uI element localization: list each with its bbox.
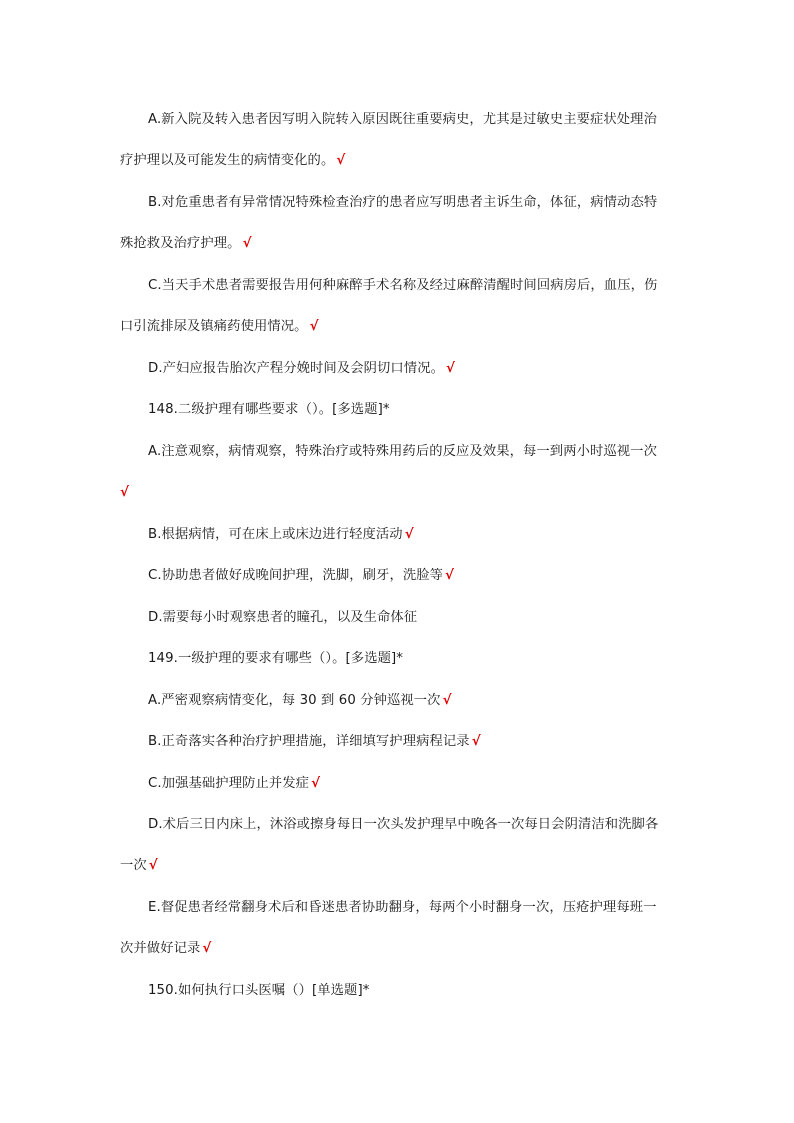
option-149-c: C.加强基础护理防止并发症 √ (148, 776, 321, 791)
check-mark-icon: √ (404, 527, 414, 542)
check-mark-icon: √ (442, 693, 452, 708)
check-mark-icon: √ (311, 776, 321, 791)
option-147-b-line1: B.对危重患者有异常情况特殊检查治疗的患者应写明患者主诉生命，体征，病情动态特 (148, 195, 658, 210)
option-148-a-line2 (120, 483, 676, 503)
check-mark-icon: √ (445, 568, 455, 583)
question-148: 148.二级护理有哪些要求（）。[多选题]* (148, 402, 390, 417)
check-mark-icon: √ (242, 236, 252, 251)
option-147-c-line1: C.当天手术患者需要报告用何种麻醉手术名称及经过麻醉清醒时间回病房后，血压，伤 (148, 278, 658, 293)
check-mark-icon: √ (336, 153, 346, 168)
option-149-b: B.正奇落实各种治疗护理措施，详细填写护理病程记录 √ (148, 734, 481, 749)
option-149-d-line2: 一次 √ (120, 858, 158, 873)
option-147-a-line1: A.新入院及转入患者因写明入院转入原因既往重要病史，尤其是过敏史主要症状处理治 (148, 112, 657, 127)
question-149: 149.一级护理的要求有哪些（）。[多选题]* (148, 651, 404, 666)
option-148-b: B.根据病情，可在床上或床边进行轻度活动 √ (148, 527, 414, 542)
option-149-e-line2: 次并做好记录 √ (120, 941, 212, 956)
option-147-d: D.产妇应报告胎次产程分娩时间及会阴切口情况。 √ (148, 361, 455, 376)
option-148-d: D.需要每小时观察患者的瞳孔，以及生命体征 (148, 610, 418, 625)
option-149-a: A.严密观察病情变化，每 30 到 60 分钟巡视一次 √ (148, 693, 452, 708)
option-147-c-line2: 口引流排尿及镇痛药使用情况。 √ (120, 319, 319, 334)
check-mark-icon: √ (202, 941, 212, 956)
check-mark-icon: √ (446, 361, 455, 376)
option-148-a-line1: A.注意观察，病情观察，特殊治疗或特殊用药后的反应及效果，每一到两小时巡视一次 (148, 444, 657, 459)
check-mark-icon: √ (309, 319, 319, 334)
check-mark-icon: √ (148, 858, 158, 873)
option-148-c: C.协助患者做好成晚间护理，洗脚，刷牙，洗脸等 √ (148, 568, 455, 583)
check-mark-icon: √ (471, 734, 481, 749)
check-mark-icon: √ (120, 485, 129, 500)
question-150: 150.如何执行口头医嘱（）[单选题]* (148, 983, 370, 998)
option-147-b-line2: 殊抢救及治疗护理。 √ (120, 236, 252, 251)
option-147-a-line2: 疗护理以及可能发生的病情变化的。 √ (120, 153, 346, 168)
option-149-d-line1: D.术后三日内床上，沐浴或擦身每日一次头发护理早中晚各一次每日会阴清洁和洗脚各 (148, 817, 659, 832)
option-149-e-line1: E.督促患者经常翻身术后和昏迷患者协助翻身，每两个小时翻身一次，压疮护理每班一 (148, 900, 657, 915)
